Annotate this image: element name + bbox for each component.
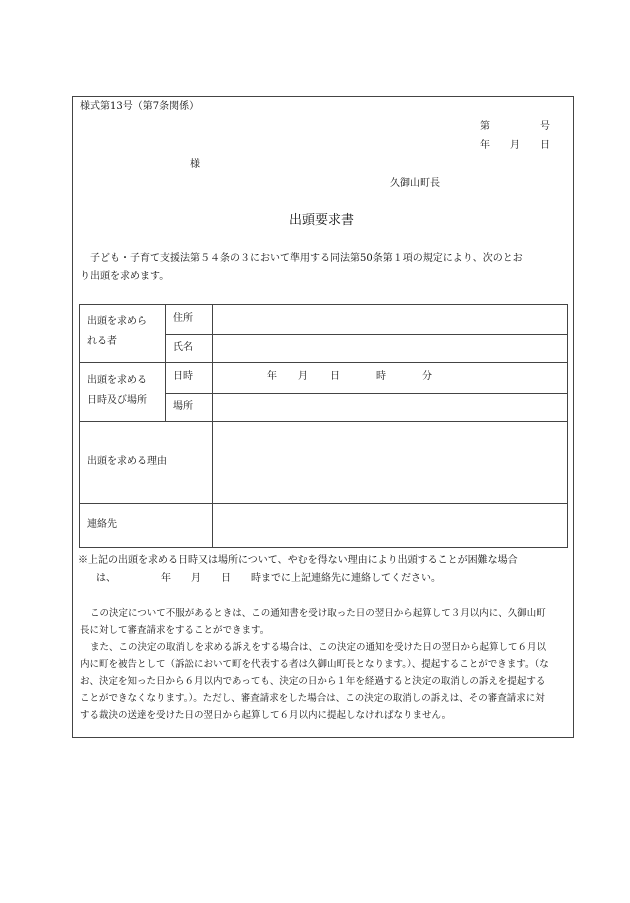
issuer: 久御山町長 [390, 178, 440, 189]
notice-line-3: また、この決定の取消しを求める訴えをする場合は、この決定の通知を受けた日の翌日から起算して６月以 [90, 642, 547, 653]
table-divider [165, 334, 568, 335]
notice-line-6: ことができなくなります。）。ただし、審査請求をした場合は、この決定の取消しの訴えは、その審査請求に対 [80, 693, 545, 704]
document-date-label: 年 月 日 [480, 140, 550, 151]
notice-line-4: 内に町を被告として（訴訟において町を代表する者は久御山町長となります。）、提起することができます。（な [80, 659, 549, 670]
place-label: 場所 [173, 401, 193, 412]
table-divider [79, 362, 568, 363]
table-divider [79, 503, 568, 504]
document-title: 出頭要求書 [289, 213, 355, 228]
datetime-year-unit: 年 [267, 371, 277, 382]
datetime-hour-unit: 時 [376, 371, 386, 382]
address-label: 住所 [173, 313, 193, 324]
intro-line-2: り出頭を求めます。 [80, 271, 170, 282]
reason-label: 出頭を求める理由 [87, 456, 167, 467]
contact-label: 連絡先 [87, 519, 117, 530]
datetime-month-unit: 月 [298, 371, 308, 382]
note-line-2: は、 年 月 日 時までに上記連絡先に連絡してください。 [96, 573, 441, 584]
notice-line-1: この決定について不服があるときは、この通知書を受け取った日の翌日から起算して３月以内に、久御山町 [90, 608, 546, 619]
datetime-group-label-line-1: 出頭を求める [87, 375, 147, 386]
document-number-label: 第 号 [480, 121, 550, 132]
datetime-minute-unit: 分 [422, 371, 432, 382]
intro-line-1: 子ども・子育て支援法第５４条の３において準用する同法第50条第１項の規定により、次のとお [90, 253, 523, 264]
table-divider [212, 304, 213, 548]
table-divider [79, 421, 568, 422]
person-label-line-2: れる者 [87, 336, 117, 347]
notice-line-2: 長に対して審査請求をすることができます。 [80, 625, 270, 636]
table-divider [165, 393, 568, 394]
datetime-label: 日時 [173, 371, 193, 382]
datetime-group-label-line-2: 日時及び場所 [87, 395, 147, 406]
note-line-1: ※上記の出頭を求める日時又は場所について、やむを得ない理由により出頭することが困難な場合 [78, 555, 518, 566]
name-label: 氏名 [173, 342, 193, 353]
form-number: 様式第13号（第7条関係） [80, 101, 200, 112]
notice-line-5: お、決定を知った日から６月以内であっても、決定の日から１年を経過すると決定の取消しの訴えを提起する [80, 676, 546, 687]
request-table [79, 304, 568, 548]
recipient-suffix: 様 [190, 159, 200, 170]
datetime-day-unit: 日 [330, 371, 340, 382]
person-label-line-1: 出頭を求めら [87, 316, 147, 327]
notice-line-7: する裁決の送達を受けた日の翌日から起算して６月以内に提起しなければなりません。 [80, 710, 452, 721]
